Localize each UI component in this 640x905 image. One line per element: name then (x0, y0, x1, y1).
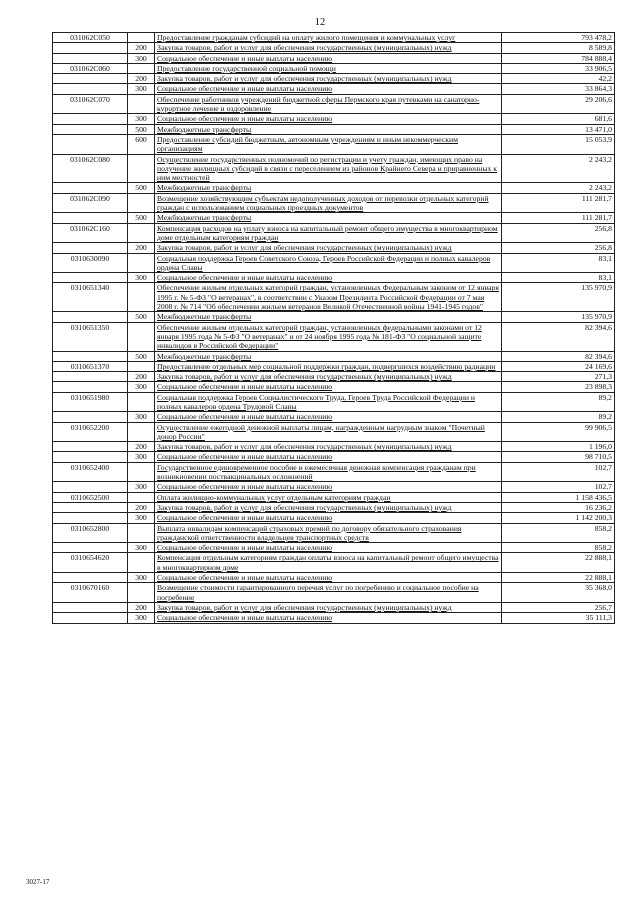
item-amount: 1 158 436,5 (502, 492, 615, 502)
item-amount: 89,2 (502, 412, 615, 422)
item-description-text: Социальное обеспечение и иные выплаты населению (157, 412, 333, 422)
item-description-text: Закупка товаров, работ и услуг для обеспечения государственных (муниципальных) нужд (157, 43, 452, 53)
item-description (155, 523, 502, 543)
target-item-code (53, 124, 128, 134)
item-description-text: Осуществление ежегодной денежной выплаты лицам, награжденным нагрудным знаком "Почетный донор России" (157, 422, 485, 441)
item-description (155, 513, 502, 523)
expense-type-code: 200 (128, 372, 155, 382)
item-description (155, 613, 502, 623)
item-amount: 8 589,8 (502, 43, 615, 53)
table-row (53, 382, 615, 392)
item-description (155, 492, 502, 502)
table-row (53, 283, 615, 312)
item-description (155, 84, 502, 94)
expense-type-code (128, 154, 155, 183)
expense-type-code (128, 94, 155, 114)
item-amount: 111 281,7 (502, 213, 615, 223)
table-row (53, 482, 615, 492)
expense-type-code: 200 (128, 502, 155, 512)
target-item-code (53, 502, 128, 512)
item-description (155, 322, 502, 351)
table-row (53, 602, 615, 612)
table-row (53, 543, 615, 553)
target-item-code: 0310652400 (53, 462, 128, 482)
item-description (155, 351, 502, 361)
table-row (53, 193, 615, 213)
table-row (53, 53, 615, 63)
item-amount: 2 243,2 (502, 183, 615, 193)
item-description (155, 63, 502, 73)
item-description-text: Оплата жилищно-коммунальных услуг отдельным категориям граждан (157, 492, 391, 502)
item-amount: 102,7 (502, 482, 615, 492)
table-row (53, 273, 615, 283)
item-amount: 102,7 (502, 462, 615, 482)
item-description-text: Закупка товаров, работ и услуг для обеспечения государственных (муниципальных) нужд (157, 243, 452, 253)
expense-type-code: 200 (128, 74, 155, 84)
item-description (155, 53, 502, 63)
target-item-code (53, 351, 128, 361)
expense-type-code: 300 (128, 382, 155, 392)
item-description (155, 43, 502, 53)
target-item-code (53, 183, 128, 193)
item-description-text: Социальное обеспечение и иные выплаты населению (157, 573, 333, 583)
expense-type-code (128, 63, 155, 73)
expense-type-code (128, 462, 155, 482)
item-amount: 83,1 (502, 273, 615, 283)
item-description-text: Закупка товаров, работ и услуг для обеспечения государственных (муниципальных) нужд (157, 502, 452, 512)
item-description (155, 273, 502, 283)
expense-type-code (128, 253, 155, 273)
item-amount: 33 864,3 (502, 84, 615, 94)
item-description-text: Межбюджетные трансферты (157, 183, 252, 193)
item-description (155, 253, 502, 273)
item-amount: 35 368,0 (502, 583, 615, 603)
item-description-text: Социальное обеспечение и иные выплаты населению (157, 543, 333, 553)
item-description (155, 213, 502, 223)
item-amount: 42,2 (502, 74, 615, 84)
expense-type-code: 300 (128, 412, 155, 422)
item-amount: 256,8 (502, 223, 615, 243)
target-item-code (53, 412, 128, 422)
item-description-text: Межбюджетные трансферты (157, 213, 252, 223)
table-row (53, 134, 615, 154)
item-description-text: Закупка товаров, работ и услуг для обеспечения государственных (муниципальных) нужд (157, 442, 452, 452)
expense-type-code (128, 33, 155, 43)
item-description-text: Выплата инвалидам компенсаций страховых премий по договору обязательного страхования гражданской ответственности владельцев транспортных средств (157, 523, 462, 542)
item-amount: 256,8 (502, 243, 615, 253)
target-item-code: 0310652200 (53, 422, 128, 442)
table-row (53, 351, 615, 361)
item-amount: 99 906,5 (502, 422, 615, 442)
expense-type-code (128, 422, 155, 442)
item-description (155, 382, 502, 392)
item-description-text: Предоставление субсидий бюджетным, автономным учреждениям и иным некоммерческим организациям (157, 134, 458, 154)
item-amount: 793 478,2 (502, 33, 615, 43)
target-item-code: 0310651980 (53, 392, 128, 412)
item-amount: 24 169,6 (502, 361, 615, 371)
item-description-text: Обеспечение жильем отдельных категорий граждан, установленных Федеральным законом от 12 января 1995 г. № 5-ФЗ "О ветеранах", в соответствии с Указом Президента Российской Федерации от 7 мая 2008 г. № 714 "Об обеспечении жильем ветеранов Великой Отечественной войны 1941-1945 годов" (157, 283, 499, 312)
target-item-code (53, 613, 128, 623)
item-description-text: Социальное обеспечение и иные выплаты населению (157, 273, 333, 283)
expense-type-code (128, 193, 155, 213)
expense-type-code (128, 361, 155, 371)
document-code: 3027-17 (26, 878, 50, 886)
target-item-code: 0310630090 (53, 253, 128, 273)
target-item-code: 031062C160 (53, 223, 128, 243)
item-description-text: Государственное единовременное пособие и ежемесячная денежная компенсация гражданам при возникновении поствакцинальных осложнений (157, 462, 476, 482)
target-item-code (53, 114, 128, 124)
expense-type-code: 600 (128, 134, 155, 154)
expense-type-code: 500 (128, 213, 155, 223)
item-description-text: Предоставление гражданам субсидий на оплату жилого помещения и коммунальных услуг (157, 33, 456, 42)
target-item-code: 031062C090 (53, 193, 128, 213)
expense-type-code: 200 (128, 243, 155, 253)
target-item-code (53, 543, 128, 553)
expense-type-code (128, 553, 155, 573)
target-item-code (53, 213, 128, 223)
item-amount: 681,6 (502, 114, 615, 124)
table-row (53, 312, 615, 322)
item-amount: 858,2 (502, 543, 615, 553)
page-number: 12 (314, 17, 326, 28)
expense-type-code (128, 392, 155, 412)
table-row (53, 583, 615, 603)
item-description (155, 372, 502, 382)
item-description-text: Социальное обеспечение и иные выплаты населению (157, 53, 333, 63)
budget-table-body (53, 33, 615, 624)
item-amount: 135 970,9 (502, 283, 615, 312)
table-row (53, 43, 615, 53)
expense-type-code (128, 523, 155, 543)
item-amount: 33 906,5 (502, 63, 615, 73)
item-description-text: Социальная поддержка Героев Советского Союза, Героев Российской Федерации и полных кавалеров ордена Славы (157, 253, 491, 272)
item-amount: 271,3 (502, 372, 615, 382)
item-amount: 858,2 (502, 523, 615, 543)
expense-type-code: 300 (128, 452, 155, 462)
item-amount: 83,1 (502, 253, 615, 273)
target-item-code: 031062C080 (53, 154, 128, 183)
table-row (53, 94, 615, 114)
item-description (155, 33, 502, 43)
item-amount: 2 243,2 (502, 154, 615, 183)
table-row (53, 412, 615, 422)
target-item-code (53, 43, 128, 53)
expense-type-code: 300 (128, 613, 155, 623)
expense-type-code: 500 (128, 351, 155, 361)
item-description (155, 114, 502, 124)
item-description (155, 223, 502, 243)
item-description (155, 583, 502, 603)
item-amount: 22 888,1 (502, 573, 615, 583)
item-description (155, 573, 502, 583)
table-row (53, 124, 615, 134)
target-item-code: 0310654620 (53, 553, 128, 573)
item-description (155, 183, 502, 193)
expense-type-code: 300 (128, 84, 155, 94)
target-item-code (53, 382, 128, 392)
item-description-text: Социальное обеспечение и иные выплаты населению (157, 452, 333, 462)
item-amount: 23 898,3 (502, 382, 615, 392)
target-item-code: 031062C070 (53, 94, 128, 114)
target-item-code (53, 602, 128, 612)
table-row (53, 63, 615, 73)
item-description-text: Возмещение стоимости гарантированного перечня услуг по погребению и социальное пособие на погребение (157, 583, 479, 602)
item-amount: 22 888,1 (502, 553, 615, 573)
item-description-text: Осуществление государственных полномочий по регистрации и учету граждан, имеющих право на получение жилищных субсидий в связи с переселением из районов Крайнего Севера и приравненных к ним местностей (157, 154, 498, 183)
target-item-code (53, 243, 128, 253)
item-description-text: Социальное обеспечение и иные выплаты населению (157, 482, 333, 492)
item-description (155, 312, 502, 322)
table-row (53, 513, 615, 523)
item-description-text: Закупка товаров, работ и услуг для обеспечения государственных (муниципальных) нужд (157, 602, 452, 612)
expense-type-code: 300 (128, 543, 155, 553)
item-description (155, 482, 502, 492)
item-description-text: Предоставление государственной социальной помощи (157, 63, 336, 73)
expense-type-code: 500 (128, 183, 155, 193)
table-row (53, 573, 615, 583)
expense-type-code (128, 492, 155, 502)
item-description-text: Межбюджетные трансферты (157, 351, 252, 361)
item-description-text: Социальное обеспечение и иные выплаты населению (157, 382, 333, 392)
table-row (53, 84, 615, 94)
table-row (53, 523, 615, 543)
table-row (53, 392, 615, 412)
expense-type-code: 300 (128, 53, 155, 63)
item-amount: 135 970,9 (502, 312, 615, 322)
item-description (155, 134, 502, 154)
expense-type-code: 500 (128, 312, 155, 322)
target-item-code (53, 573, 128, 583)
target-item-code (53, 273, 128, 283)
item-amount: 15 053,9 (502, 134, 615, 154)
expense-type-code (128, 322, 155, 351)
item-description-text: Социальное обеспечение и иные выплаты населению (157, 84, 333, 94)
table-row (53, 253, 615, 273)
expense-type-code (128, 223, 155, 243)
item-description (155, 283, 502, 312)
expense-type-code: 300 (128, 573, 155, 583)
table-row (53, 462, 615, 482)
item-description-text: Компенсация расходов на уплату взноса на капитальный ремонт общего имущества в многоквартирном доме отдельным категориям граждан (157, 223, 498, 242)
item-description (155, 154, 502, 183)
item-amount: 16 236,2 (502, 502, 615, 512)
expense-type-code: 300 (128, 513, 155, 523)
target-item-code (53, 312, 128, 322)
item-amount: 784 888,4 (502, 53, 615, 63)
item-amount: 1 142 200,3 (502, 513, 615, 523)
target-item-code: 0310651350 (53, 322, 128, 351)
item-description (155, 392, 502, 412)
table-row (53, 452, 615, 462)
target-item-code: 0310651370 (53, 361, 128, 371)
target-item-code: 0310670160 (53, 583, 128, 603)
item-description (155, 462, 502, 482)
item-description-text: Закупка товаров, работ и услуг для обеспечения государственных (муниципальных) нужд (157, 372, 452, 382)
target-item-code: 0310652800 (53, 523, 128, 543)
item-description (155, 602, 502, 612)
target-item-code (53, 482, 128, 492)
table-row (53, 74, 615, 84)
item-amount: 256,7 (502, 602, 615, 612)
table-row (53, 553, 615, 573)
expense-type-code (128, 583, 155, 603)
target-item-code: 031062C050 (53, 33, 128, 43)
item-description-text: Предоставление отдельных мер социальной поддержки граждан, подвергшихся воздействию радиации (157, 361, 496, 371)
item-amount: 82 394,6 (502, 351, 615, 361)
expense-type-code (128, 283, 155, 312)
expense-type-code: 200 (128, 442, 155, 452)
table-row (53, 213, 615, 223)
expense-type-code: 500 (128, 124, 155, 134)
item-amount: 13 471,0 (502, 124, 615, 134)
item-description-text: Социальная поддержка Героев Социалистического Труда, Героев Труда Российской Федерации и полных кавалеров ордена Трудовой Славы (157, 392, 475, 411)
target-item-code: 0310652500 (53, 492, 128, 502)
item-description (155, 452, 502, 462)
table-row (53, 322, 615, 351)
item-description (155, 243, 502, 253)
table-row (53, 492, 615, 502)
expense-type-code: 300 (128, 482, 155, 492)
item-description-text: Обеспечение жильем отдельных категорий граждан, установленных федеральными законами от 12 января 1995 года № 5-ФЗ "О ветеранах" и от 24 ноября 1995 года № 181-ФЗ "О социальной защите инвалидов в Российской Федерации" (157, 322, 482, 351)
item-amount: 98 710,5 (502, 452, 615, 462)
target-item-code (53, 513, 128, 523)
item-description-text: Социальное обеспечение и иные выплаты населению (157, 513, 333, 523)
item-description (155, 502, 502, 512)
expense-type-code: 200 (128, 43, 155, 53)
table-row (53, 372, 615, 382)
budget-table (52, 32, 615, 624)
item-description-text: Межбюджетные трансферты (157, 124, 252, 134)
item-description (155, 193, 502, 213)
table-row (53, 243, 615, 253)
table-row (53, 154, 615, 183)
target-item-code (53, 442, 128, 452)
item-description (155, 543, 502, 553)
target-item-code (53, 372, 128, 382)
table-row (53, 613, 615, 623)
expense-type-code: 300 (128, 114, 155, 124)
item-description (155, 422, 502, 442)
target-item-code (53, 74, 128, 84)
table-row (53, 502, 615, 512)
item-description-text: Закупка товаров, работ и услуг для обеспечения государственных (муниципальных) нужд (157, 74, 452, 84)
item-description-text: Социальное обеспечение и иные выплаты населению (157, 613, 333, 623)
item-description (155, 74, 502, 84)
target-item-code: 0310651340 (53, 283, 128, 312)
item-amount: 35 111,3 (502, 613, 615, 623)
table-row (53, 361, 615, 371)
table-row (53, 114, 615, 124)
table-row (53, 422, 615, 442)
item-description (155, 412, 502, 422)
table-row (53, 33, 615, 43)
expense-type-code: 300 (128, 273, 155, 283)
item-amount: 89,2 (502, 392, 615, 412)
target-item-code (53, 84, 128, 94)
target-item-code: 031062C060 (53, 63, 128, 73)
item-amount: 111 281,7 (502, 193, 615, 213)
item-description-text: Компенсация отдельным категориям граждан оплаты взноса на капитальный ремонт общего имущества в многоквартирном доме (157, 553, 499, 572)
item-description-text: Социальное обеспечение и иные выплаты населению (157, 114, 333, 124)
item-amount: 1 196,0 (502, 442, 615, 452)
target-item-code (53, 452, 128, 462)
table-row (53, 183, 615, 193)
target-item-code (53, 134, 128, 154)
table-row (53, 223, 615, 243)
item-description (155, 94, 502, 114)
expense-type-code: 200 (128, 602, 155, 612)
item-description (155, 553, 502, 573)
item-description-text: Возмещение хозяйствующим субъектам недополученных доходов от перевозки отдельных категорий граждан с использованием социальных проездных документов (157, 193, 489, 213)
item-amount: 29 206,6 (502, 94, 615, 114)
item-description (155, 361, 502, 371)
item-description (155, 124, 502, 134)
table-row (53, 442, 615, 452)
item-description-text: Обеспечение работников учреждений бюджетной сферы Пермского края путевками на санаторно-курортное лечение и оздоровление (157, 94, 480, 114)
item-amount: 82 394,6 (502, 322, 615, 351)
item-description (155, 442, 502, 452)
target-item-code (53, 53, 128, 63)
item-description-text: Межбюджетные трансферты (157, 312, 252, 322)
